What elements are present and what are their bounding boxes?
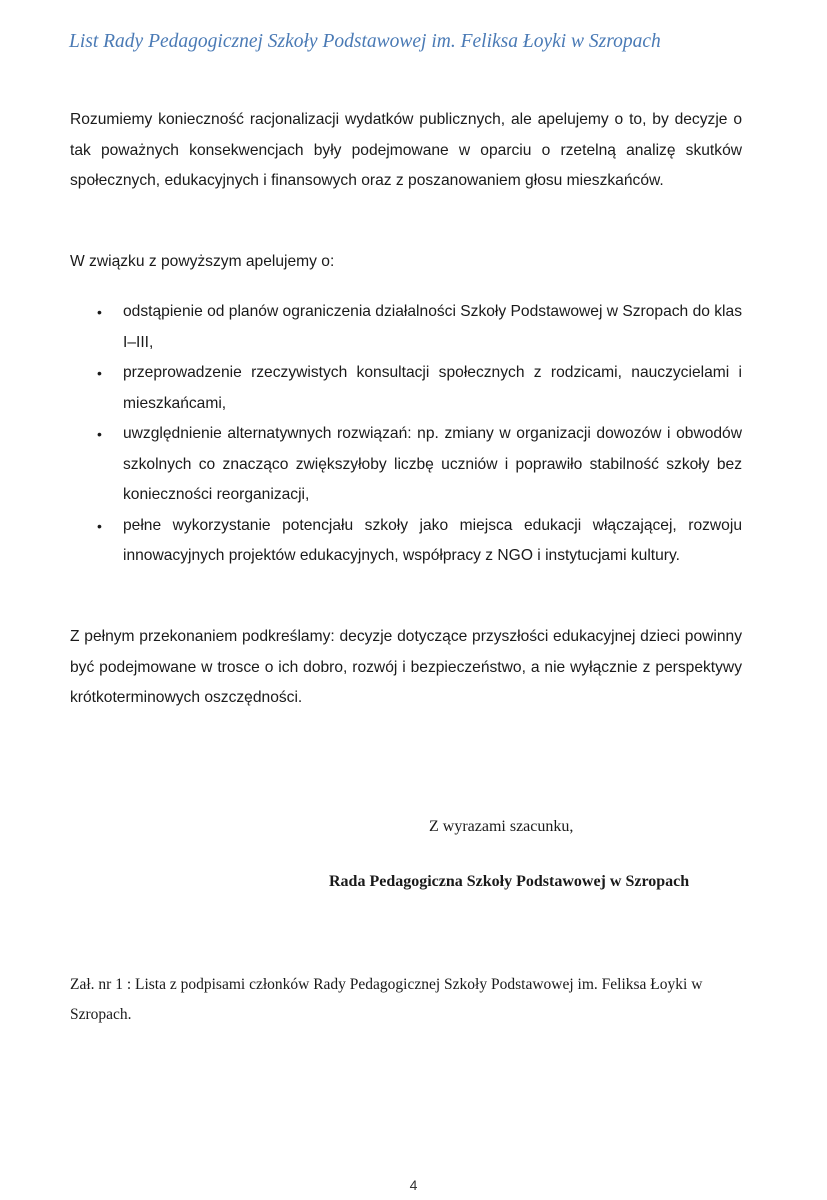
appeal-item-text: uwzględnienie alternatywnych rozwiązań: np. zmiany w organizacji dowozów i obwodów szkolnych co znacząco zwiększyłoby liczbę uczniów i poprawiło stabilność szkoły bez konieczności reorganizacji, (123, 425, 742, 503)
bullet-icon: • (97, 365, 102, 381)
bullet-icon: • (97, 517, 102, 534)
signature: Rada Pedagogiczna Szkoły Podstawowej w Szropach (329, 873, 690, 890)
intro-paragraph: Rozumiemy konieczność racjonalizacji wydatków publicznych, ale apelujemy o to, by decyzje o tak poważnych konsekwencjach były podejmowane w oparciu o rzetelną analizę skutków społecznych, edukacyjnych i finansowych oraz z poszanowaniem głosu mieszkańców. (70, 111, 742, 189)
bullet-icon: • (97, 426, 102, 442)
appeal-item-text: pełne wykorzystanie potencjału szkoły jako miejsca edukacji włączającej, rozwoju innowacyjnych projektów edukacyjnych, współpracy z NGO i instytucjami kultury. (123, 516, 742, 564)
appeal-list (70, 297, 742, 572)
document-header-title: List Rady Pedagogicznej Szkoły Podstawowej im. Feliksa Łoyki w Szropach (69, 31, 661, 52)
appeal-list-item (70, 358, 742, 419)
appeal-list-item (70, 297, 742, 358)
appeal-list-item (70, 419, 742, 511)
attachment-note: Zał. nr 1 : Lista z podpisami członków Rady Pedagogicznej Szkoły Podstawowej im. Feliksa Łoyki w Szropach. (70, 976, 703, 1023)
appeal-list-item (70, 511, 742, 572)
appeal-lead-paragraph: W związku z powyższym apelujemy o: (70, 253, 335, 270)
page-number: 4 (409, 1177, 418, 1193)
conclusion-paragraph: Z pełnym przekonaniem podkreślamy: decyzje dotyczące przyszłości edukacyjnej dzieci powinny być podejmowane w trosce o ich dobro, rozwój i bezpieczeństwo, a nie wyłącznie z perspektywy krótkoterminowych oszczędności. (70, 628, 742, 706)
appeal-item-text: odstąpienie od planów ograniczenia działalności Szkoły Podstawowej w Szropach do klas I–III, (123, 303, 742, 351)
closing-salutation: Z wyrazami szacunku, (429, 818, 574, 835)
appeal-item-text: przeprowadzenie rzeczywistych konsultacji społecznych z rodzicami, nauczycielami i mieszkańcami, (123, 364, 742, 412)
bullet-icon: • (97, 304, 102, 320)
